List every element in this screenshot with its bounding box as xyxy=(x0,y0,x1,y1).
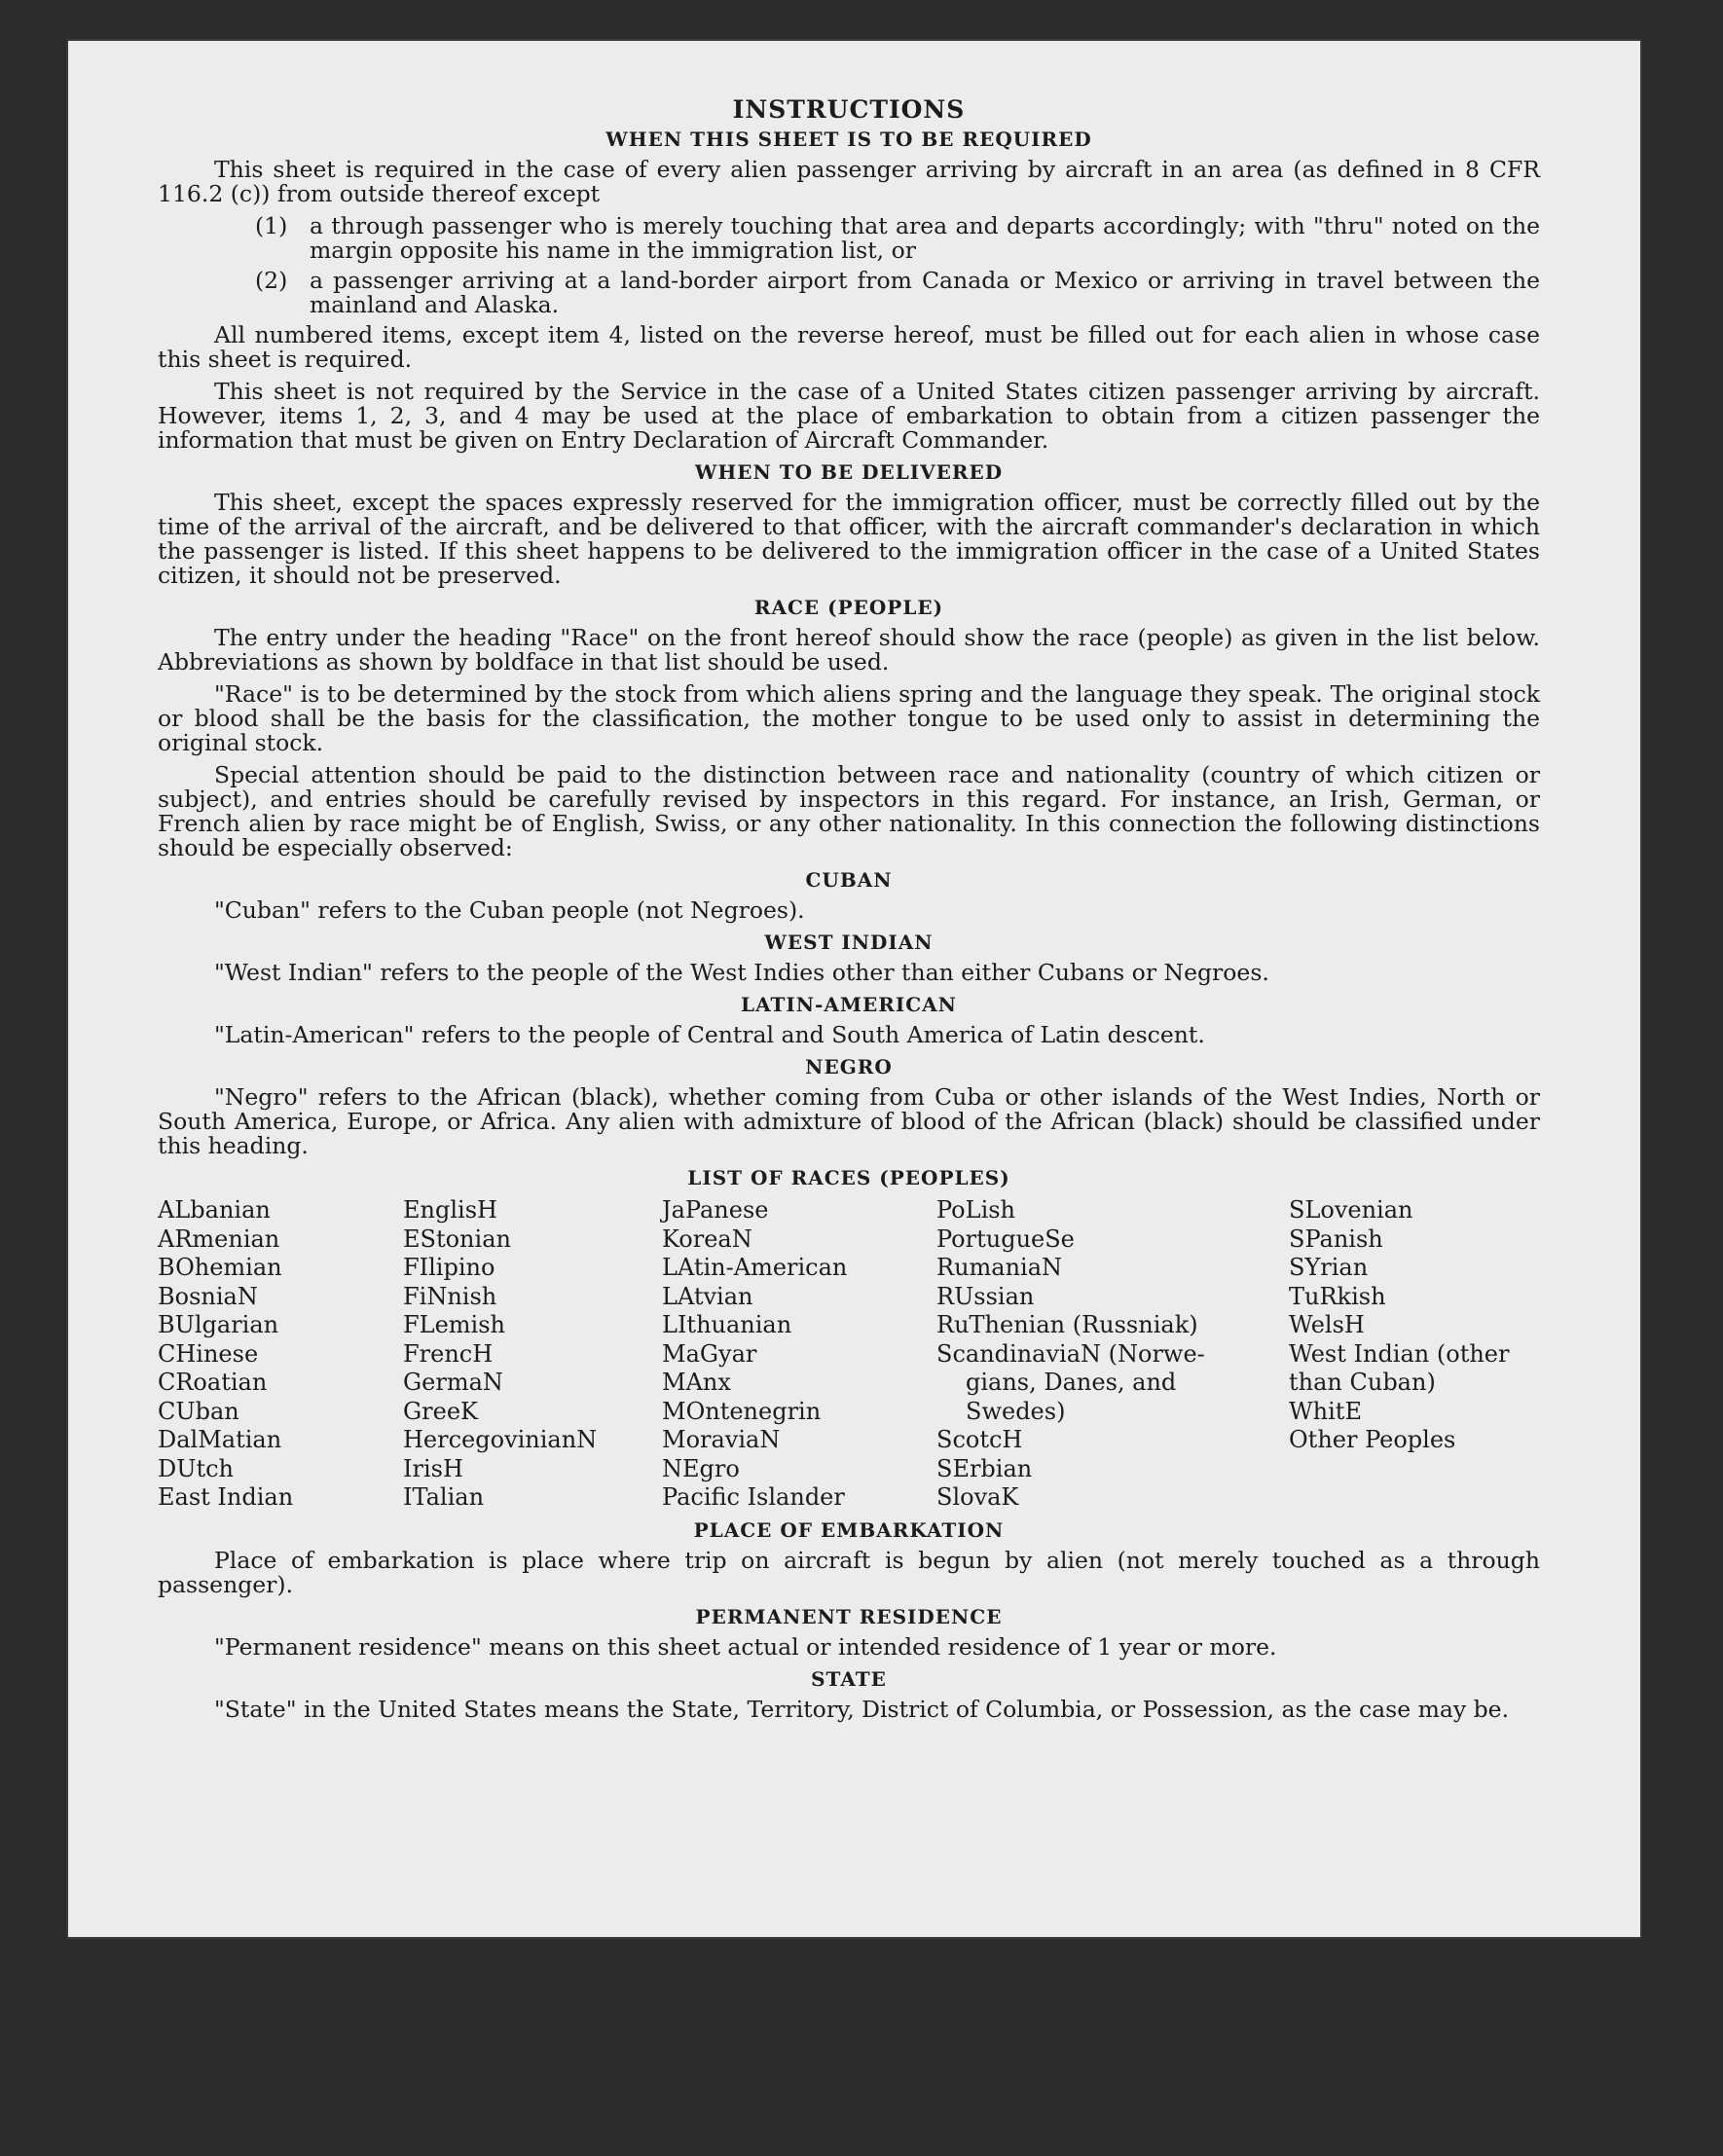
race-entry: LAtvian xyxy=(662,1282,753,1310)
race-entry: SErbian xyxy=(936,1454,1033,1482)
race-entry: DUtch xyxy=(158,1454,235,1482)
section-heading-west-indian: WEST INDIAN xyxy=(764,931,934,954)
race-entry: BosniaN xyxy=(158,1282,258,1310)
race-entry: East Indian xyxy=(158,1483,294,1511)
races-column xyxy=(936,1196,1289,1513)
race-entry: ALbanian xyxy=(158,1196,271,1224)
embarkation-text: Place of embarkation is place where trip on aircraft is begun by alien (not merely touched as a through passenger). xyxy=(158,1546,1540,1598)
race-entry: gians, Danes, and xyxy=(966,1369,1177,1396)
race-entry: BUlgarian xyxy=(158,1311,279,1338)
race-entry: than Cuban) xyxy=(1289,1369,1436,1396)
required-para-2: All numbered items, except item 4, listed on the reverse hereof, must be filled out for each alien in whose case this sheet is required. xyxy=(158,321,1540,373)
race-entry: FrencH xyxy=(403,1339,494,1368)
race-para-1: The entry under the heading "Race" on the front hereof should show the race (people) as given in the list below. Abbreviations as shown by boldface in that list should be used. xyxy=(158,624,1540,676)
race-entry: RuThenian (Russniak) xyxy=(936,1311,1198,1338)
race-entry: LIthuanian xyxy=(662,1311,792,1338)
document-page xyxy=(68,41,1640,1937)
race-entry: Pacific Islander xyxy=(662,1483,845,1511)
section-heading-race: RACE (PEOPLE) xyxy=(753,596,944,619)
section-heading-latin-american: LATIN-AMERICAN xyxy=(741,993,957,1016)
race-entry: SlovaK xyxy=(936,1483,1019,1511)
race-entry: IrisH xyxy=(403,1454,463,1482)
page-title: INSTRUCTIONS xyxy=(732,95,966,124)
race-para-3: Special attention should be paid to the distinction between race and nationality (country of which citizen or subject), and entries should be carefully revised by inspectors in this regard. For instance, an Irish, German, or French alien by race might be of English, Swiss, or any other nationality. In this connection the following distinctions should be especially observed: xyxy=(158,761,1540,861)
races-column xyxy=(1289,1196,1540,1513)
race-entry: Other Peoples xyxy=(1289,1426,1456,1453)
section-heading-list: LIST OF RACES (PEOPLES) xyxy=(687,1166,1010,1189)
race-entry: CHinese xyxy=(158,1339,259,1368)
race-entry: RumaniaN xyxy=(936,1254,1063,1281)
race-entry: EnglisH xyxy=(403,1196,497,1224)
race-entry: Swedes) xyxy=(966,1397,1066,1425)
negro-text: "Negro" refers to the African (black), whether coming from Cuba or other islands of the West Indies, North or South America, Europe, or Africa. Any alien with admixture of blood of the African (black) should be classified under this heading. xyxy=(158,1083,1540,1159)
race-entry: MOntenegrin xyxy=(662,1397,822,1425)
race-entry: TuRkish xyxy=(1289,1282,1386,1310)
instructions-content xyxy=(158,97,1540,1730)
race-entry: ARmenian xyxy=(158,1224,280,1253)
race-entry: CRoatian xyxy=(158,1369,268,1396)
race-entry: FLemish xyxy=(403,1311,505,1338)
race-entry: CUban xyxy=(158,1397,239,1425)
race-entry: KoreaN xyxy=(662,1224,752,1253)
section-heading-embarkation: PLACE OF EMBARKATION xyxy=(693,1517,1005,1542)
section-heading-residence: PERMANENT RESIDENCE xyxy=(695,1604,1003,1628)
race-entry: PoLish xyxy=(936,1196,1016,1224)
race-entry: WhitE xyxy=(1289,1397,1362,1425)
race-entry: ScandinaviaN (Norwe- xyxy=(936,1339,1205,1368)
race-entry: MAnx xyxy=(662,1369,731,1396)
races-list xyxy=(158,1196,1540,1513)
race-entry: GermaN xyxy=(403,1369,503,1396)
race-entry: FIlipino xyxy=(403,1254,495,1281)
race-entry: WelsH xyxy=(1289,1311,1365,1338)
required-intro: This sheet is required in the case of every alien passenger arriving by aircraft in an area (as defined in 8 CFR 116.2 (c)) from outside thereof except xyxy=(158,156,1540,207)
race-entry: LAtin-American xyxy=(662,1254,848,1281)
exception-item: (1) a through passenger who is merely touching that area and departs accordingly; with "thru" noted on the margin opposite his name in the immigration list, or xyxy=(255,212,1540,264)
race-entry: MaGyar xyxy=(662,1339,757,1368)
exception-item: (2) a passenger arriving at a land-border airport from Canada or Mexico or arriving in travel between the mainland and Alaska. xyxy=(255,267,1540,318)
section-heading-cuban: CUBAN xyxy=(805,868,893,892)
section-heading-state: STATE xyxy=(811,1666,887,1691)
race-entry: BOhemian xyxy=(158,1254,282,1281)
races-column xyxy=(662,1196,936,1513)
section-heading-delivered: WHEN TO BE DELIVERED xyxy=(694,460,1004,484)
race-entry: West Indian (other xyxy=(1289,1339,1510,1368)
race-entry: SPanish xyxy=(1289,1224,1383,1253)
races-column xyxy=(158,1196,403,1513)
west-indian-text: "West Indian" refers to the people of the West Indies other than either Cubans or Negroes. xyxy=(214,959,1269,986)
required-para-3: This sheet is not required by the Service in the case of a United States citizen passenger arriving by aircraft. However, items 1, 2, 3, and 4 may be used at the place of embarkation to obtain from a citizen passenger the information that must be given on Entry Declaration of Aircraft Commander. xyxy=(158,378,1540,454)
race-entry: DalMatian xyxy=(158,1426,282,1453)
race-entry: JaPanese xyxy=(662,1196,769,1224)
race-entry: RUssian xyxy=(936,1282,1035,1310)
race-entry: FiNnish xyxy=(403,1282,497,1310)
cuban-text: "Cuban" refers to the Cuban people (not Negroes). xyxy=(214,896,805,924)
race-entry: NEgro xyxy=(662,1454,740,1482)
state-text: "State" in the United States means the State, Territory, District of Columbia, or Possession, as the case may be. xyxy=(214,1695,1510,1723)
race-entry: SYrian xyxy=(1289,1254,1369,1281)
race-entry: MoraviaN xyxy=(662,1426,781,1453)
residence-text: "Permanent residence" means on this sheet actual or intended residence of 1 year or more. xyxy=(214,1632,1277,1661)
race-entry: SLovenian xyxy=(1289,1196,1413,1224)
race-entry: PortugueSe xyxy=(936,1224,1075,1253)
race-entry: ITalian xyxy=(403,1483,485,1511)
race-entry: EStonian xyxy=(403,1224,511,1253)
delivered-text: This sheet, except the spaces expressly reserved for the immigration officer, must be correctly filled out by the time of the arrival of the aircraft, and be delivered to that officer, with the aircraft commander's declaration in which the passenger is listed. If this sheet happens to be delivered to the immigration officer in the case of a United States citizen, it should not be preserved. xyxy=(158,489,1540,589)
race-entry: HercegovinianN xyxy=(403,1426,598,1453)
race-entry: ScotcH xyxy=(936,1426,1023,1453)
races-column xyxy=(403,1196,662,1513)
section-heading-required: WHEN THIS SHEET IS TO BE REQUIRED xyxy=(605,128,1092,151)
latin-american-text: "Latin-American" refers to the people of Central and South America of Latin descent. xyxy=(214,1021,1205,1048)
race-entry: GreeK xyxy=(403,1397,478,1425)
section-heading-negro: NEGRO xyxy=(805,1055,893,1078)
race-para-2: "Race" is to be determined by the stock from which aliens spring and the language they speak. The original stock or blood shall be the basis for the classification, the mother tongue to be used only to assist in determining the original stock. xyxy=(158,680,1540,756)
